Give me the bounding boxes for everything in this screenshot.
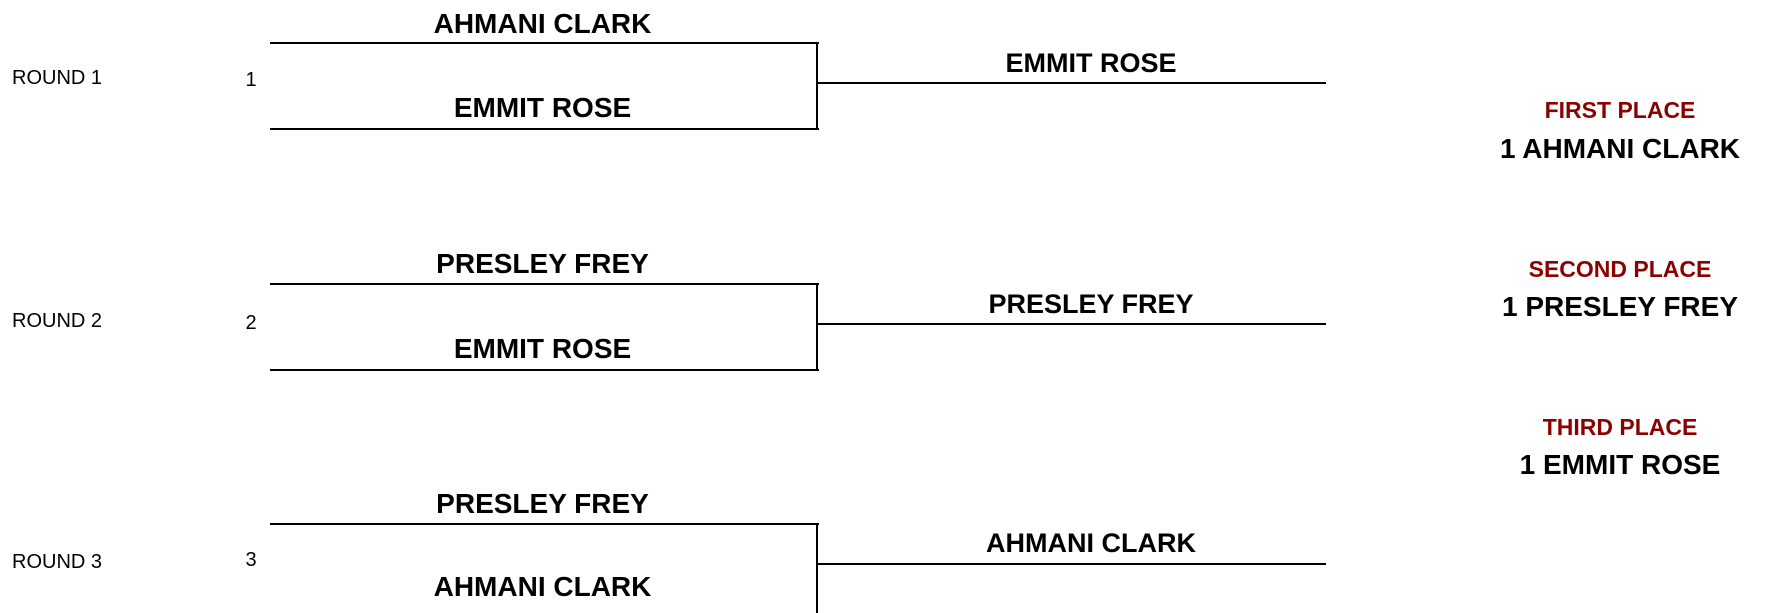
round-1-top-entrant: AHMANI CLARK [433,8,652,39]
third-place-name: 1 EMMIT ROSE [1519,449,1721,480]
round-2-winner: PRESLEY FREY [988,289,1194,319]
round-1-bottom-entrant: EMMIT ROSE [453,92,632,123]
round-3-bottom-entrant: AHMANI CLARK [433,571,652,602]
round-1-label: ROUND 1 [12,67,103,89]
round-3-label: ROUND 3 [12,551,103,573]
round-1-number: 1 [245,69,257,91]
round-2-bottom-line [270,369,819,371]
first-place-title: FIRST PLACE [1544,97,1696,123]
round-2-winner-line [816,323,1326,325]
round-2-bottom-entrant: EMMIT ROSE [453,333,632,364]
round-2-top-entrant: PRESLEY FREY [436,248,649,279]
first-place-name: 1 AHMANI CLARK [1499,133,1741,164]
round-2-label: ROUND 2 [12,310,103,332]
second-place-title: SECOND PLACE [1528,256,1712,282]
round-1-bottom-line [270,128,819,130]
round-3-number: 3 [245,549,257,571]
third-place-title: THIRD PLACE [1542,414,1698,440]
round-3-top-line [270,523,819,525]
round-1-top-line [270,42,819,44]
round-3-winner-line [816,563,1326,565]
round-3-winner: AHMANI CLARK [986,528,1196,558]
round-2-number: 2 [245,312,257,334]
second-place-name: 1 PRESLEY FREY [1501,291,1738,322]
round-1-winner-line [816,82,1326,84]
round-3-top-entrant: PRESLEY FREY [436,488,649,519]
round-1-winner: EMMIT ROSE [1005,48,1177,78]
round-2-top-line [270,283,819,285]
